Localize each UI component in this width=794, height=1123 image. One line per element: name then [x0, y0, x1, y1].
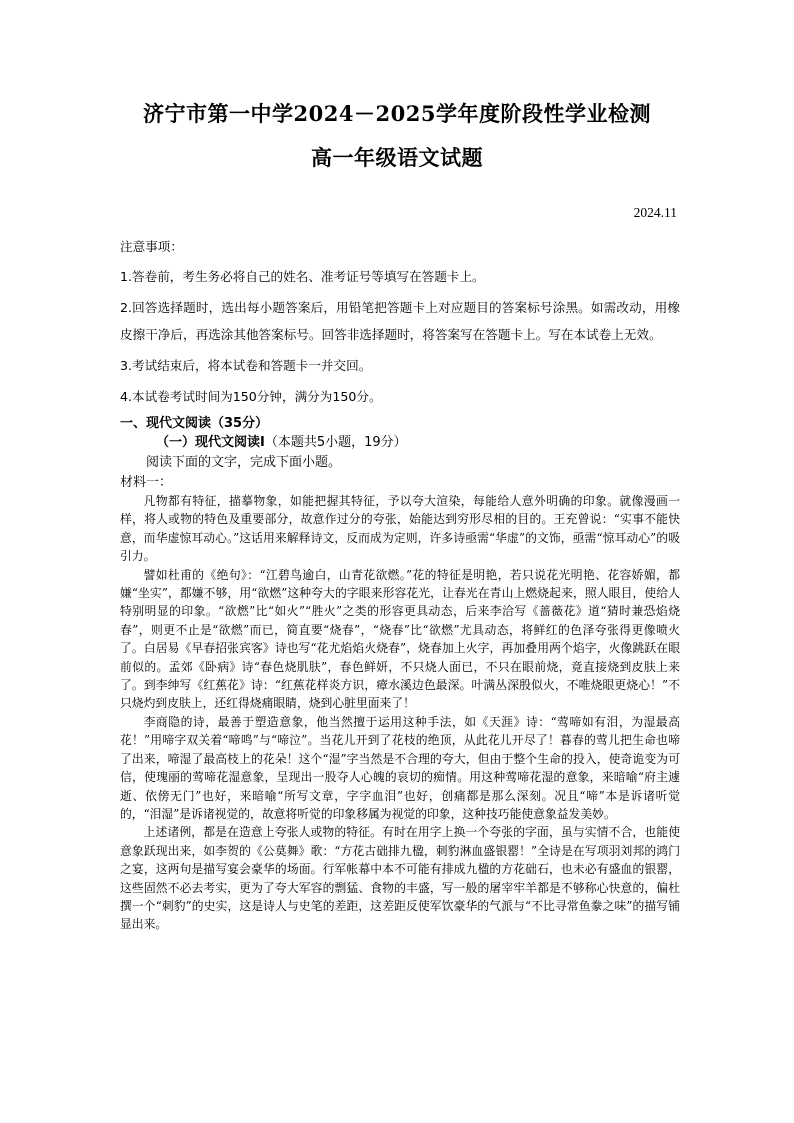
section-heading: 一、现代文阅读（35分） — [120, 416, 269, 431]
passage-paragraph: 李商隐的诗，最善于塑造意象，他当然擅于运用这种手法，如《天涯》诗：“莺啼如有泪，为湿最高花！”用啼字双关着“啼鸣”与“啼泣”。当花儿开到了花枝的绝顶，从此花儿开尽了！暮春的莺儿把生命也啼了出来，啼湿了最高枝上的花朵！这个“湿”字当然是不合理的夸大，但由于整个生命的投入，使奇诡变为可信，使瑰丽的莺啼花湿意象，呈现出一股夺人心魄的哀切的痴情。用这种莺啼花湿的意象，来暗喻“府主遽逝、依傍无门”也好，来暗喻“所写文章，字字血泪”也好，创痛都是那么深刻。况且“啼”本是诉诸听觉的，“泪湿”是诉诸视觉的，故意将听觉的印象移属为视觉的印象，这种技巧能使意象益发美妙。 — [120, 714, 680, 821]
note-item: 4.本试卷考试时间为150分钟，满分为150分。 — [120, 389, 382, 404]
note-item: 2.回答选择题时，选出每小题答案后，用铅笔把答题卡上对应题目的答案标号涂黑。如需改动，用橡皮擦干净后，再选涂其他答案标号。回答非选择题时，将答案写在答题卡上。写在本试卷上无效。 — [120, 300, 680, 342]
sub-section-title: （一）现代文阅读Ⅰ — [156, 435, 265, 450]
material-label: 材料一： — [120, 475, 173, 490]
passage-paragraph: 凡物都有特征，描摹物象，如能把握其特征，予以夸大渲染，每能给人意外明确的印象。就像漫画一样，将人或物的特色及重要部分，故意作过分的夸张，始能达到穷形尽相的目的。王充曾说：“实事不能快意，而华虚惊耳动心。”这话用来解释诗文，反而成为定则，许多诗亟需“华虚”的文饰，亟需“惊耳动心”的吸引力。 — [120, 494, 680, 564]
notes-section — [120, 233, 680, 414]
exam-date: 2024.11 — [633, 205, 677, 220]
notes-heading: 注意事项： — [120, 239, 183, 254]
exam-subtitle: 高一年级语文试题 — [311, 145, 483, 170]
sub-section-detail: （本题共5小题，19分） — [264, 435, 407, 450]
note-item: 1.答卷前，考生务必将自己的姓名、准考证号等填写在答题卡上。 — [120, 269, 485, 284]
passage-paragraph: 上述诸例，都是在造意上夸张人或物的特征。有时在用字上换一个夸张的字面，虽与实情不合，也能使意象跃现出来，如李贺的《公莫舞》歌：“方花古础排九楹，刺豹淋血盛银罂！”全诗是在写项羽刘邦的鸿门之宴，这两句是描写宴会豪华的场面。行军帐幕中本不可能有排成九楹的方花础石，也未必有盛血的银罂，这些固然不必去考实，更为了夸大军容的剽猛、食物的丰盛，写一般的屠宰牢羊都是不够称心快意的，偏杜撰一个“刺豹”的史实，这是诗人与史笔的差距，这差距反使军饮豪华的气派与“不比寻常鱼豢之味”的描写铺显出来。 — [120, 825, 680, 932]
reading-instruction: 阅读下面的文字，完成下面小题。 — [146, 455, 342, 470]
sub-section-heading — [120, 434, 680, 452]
note-item: 3.考试结束后，将本试卷和答题卡一并交回。 — [120, 358, 372, 373]
exam-title: 济宁市第一中学2024－2025学年度阶段性学业检测 — [143, 101, 651, 126]
passage-body — [120, 492, 680, 934]
passage-paragraph: 譬如杜甫的《绝句》：“江碧鸟逾白，山青花欲燃。”花的特征是明艳，若只说花光明艳、花容娇媚，都嫌“坐实”，都嫌不够，用“欲燃”这种夸大的字眼来形容花光，让春光在青山上燃烧起来，照人眼目，使给人特别明显的印象。“欲燃”比“如火”“胜火”之类的形容更具动态，后来李洽写《蔷薇花》道“猜时兼恐焰烧春”，则更不止是“欲燃”而已，简直要“烧春”，“烧春”比“欲燃”尤具动态，将鲜红的色泽夸张得更像喷火了。白居易《早春招张宾客》诗也写“花尤焰焰火烧春”，烧春加上火字，再加叠用两个焰字，火像跳跃在眼前似的。孟郊《卧病》诗“春色烧肌肤”，春色鲜妍，不只烧人面已，不只在眼前烧，竟直接烧到皮肤上来了。到李绅写《红蕉花》诗：“红蕉花样炎方识，瘴水溪边色最深。叶满丛深殷似火，不唯烧眼更烧心！”不只烧灼到皮肤上，还红得烧痛眼睛，烧到心脏里面来了！ — [120, 567, 680, 711]
